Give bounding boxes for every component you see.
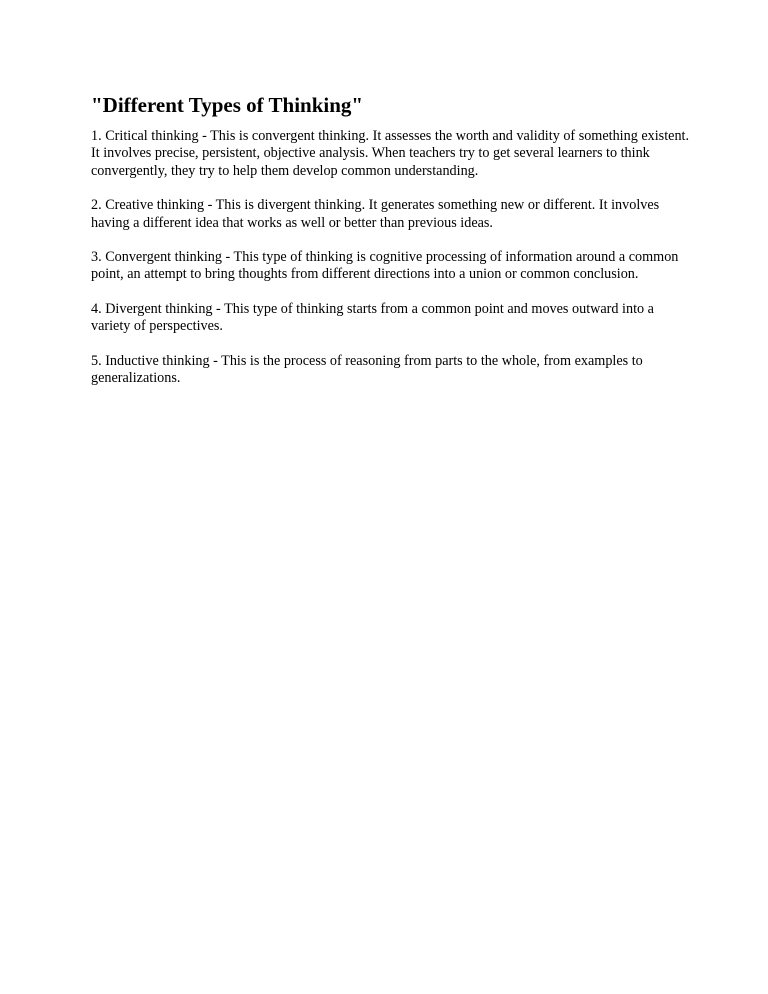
paragraph-convergent-thinking: 3. Convergent thinking - This type of thinking is cognitive processing of information around a common point, an attempt to bring thoughts from different directions into a union or common conclusion. [91, 249, 679, 283]
document-page [91, 92, 691, 404]
paragraph-critical-thinking: 1. Critical thinking - This is convergent thinking. It assesses the worth and validity of something existent. It involves precise, persistent, objective analysis. When teachers try to get several learners to think convergently, they try to help them develop common understanding. [91, 128, 690, 179]
paragraph-inductive-thinking: 5. Inductive thinking - This is the process of reasoning from parts to the whole, from examples to generalizations. [91, 352, 643, 387]
paragraph-creative-thinking: 2. Creative thinking - This is divergent thinking. It generates something new or different. It involves having a different idea that works as well or better than previous ideas. [91, 197, 660, 231]
paragraph-divergent-thinking: 4. Divergent thinking - This type of thinking starts from a common point and moves outward into a variety of perspectives. [91, 300, 654, 335]
document-title: "Different Types of Thinking" [91, 93, 364, 117]
